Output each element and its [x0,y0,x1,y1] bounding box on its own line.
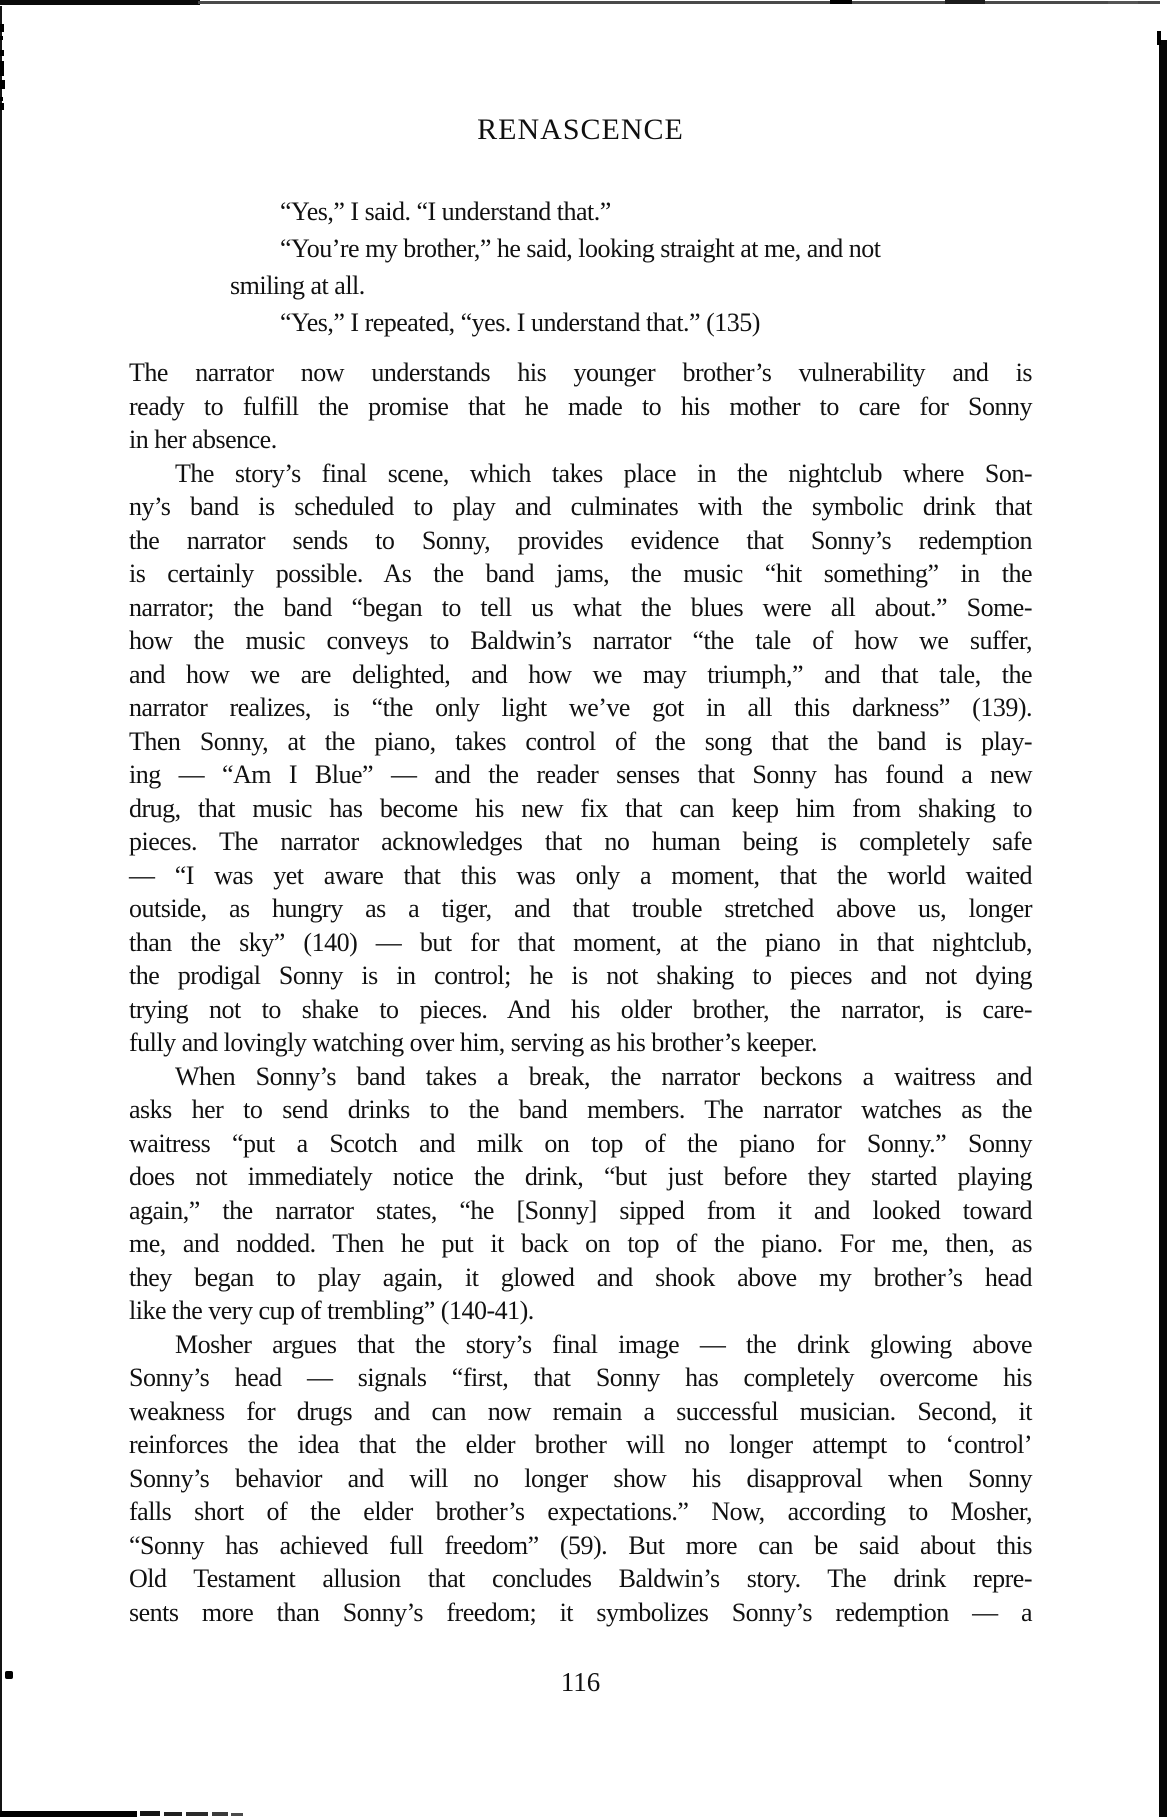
scan-left-tick [0,103,4,110]
page-title: RENASCENCE [477,113,684,146]
body-text-line: The narrator now understands his younger brother’s vulnerability and is [129,358,1032,387]
body-text-line: trying not to shake to pieces. And his older brother, the narrator, is care- [129,994,1032,1024]
scan-left-dot [5,1671,13,1679]
quote-line: “Yes,” I repeated, “yes. I understand that.” (135) [280,308,760,337]
quote-line: “Yes,” I said. “I understand that.” [280,197,611,226]
scan-edge-bottom-bar [0,1811,137,1817]
body-text-line: falls short of the elder brother’s expectations.” Now, according to Mosher, [129,1497,1032,1526]
scan-left-tick [0,61,4,76]
scan-left-tick [0,50,4,56]
scan-edge-right-tick [1157,31,1161,45]
body-text-line: Old Testament allusion that concludes Baldwin’s story. The drink repre- [129,1564,1032,1593]
text-column [129,0,1032,1817]
scan-left-tick [0,24,4,32]
body-text-line: ny’s band is scheduled to play and culminates with the symbolic drink that [129,492,1032,521]
body-text-line: outside, as hungry as a tiger, and that trouble stretched above us, longer [129,894,1032,923]
body-text-line: asks her to send drinks to the band members. The narrator watches as the [129,1095,1032,1124]
body-text-line: weakness for drugs and can now remain a successful musician. Second, it [129,1396,1032,1426]
scan-edge-left-line [0,6,2,1812]
body-text-line: the narrator sends to Sonny, provides evidence that Sonny’s redemption [129,525,1032,555]
body-paragraphs [129,356,1032,1629]
body-text-line: waitress “put a Scotch and milk on top of the piano for Sonny.” Sonny [129,1128,1032,1158]
scan-edge-top-seg3 [1108,1,1138,4]
body-text-line: pieces. The narrator acknowledges that no human being is completely safe [129,827,1032,856]
body-text-line: ing — “Am I Blue” — and the reader senses that Sonny has found a new [129,760,1032,789]
body-text-line: me, and nodded. Then he put it back on top of the piano. For me, then, as [129,1229,1032,1258]
body-text-line: ready to fulfill the promise that he made to his mother to care for Sonny [129,391,1032,421]
body-text-line: they began to play again, it glowed and shook above my brother’s head [129,1262,1032,1292]
body-text-line: again,” the narrator states, “he [Sonny] sipped from it and looked toward [129,1195,1032,1225]
body-text-line: “Sonny has achieved full freedom” (59). But more can be said about this [129,1530,1032,1560]
body-text-line: in her absence. [129,425,277,454]
body-text-line: does not immediately notice the drink, “but just before they started playing [129,1162,1032,1191]
body-text-line: — “I was yet aware that this was only a moment, that the world waited [129,860,1032,890]
body-text-line: how the music conveys to Baldwin’s narrator “the tale of how we suffer, [129,626,1032,655]
body-text-line: fully and lovingly watching over him, serving as his brother’s keeper. [129,1028,818,1057]
body-text-line: than the sky” (140) — but for that moment, at the piano in that nightclub, [129,927,1032,957]
body-text-line: sents more than Sonny’s freedom; it symbolizes Sonny’s redemption — a [129,1597,1032,1627]
body-text-line: like the very cup of trembling” (140-41). [129,1296,534,1325]
scan-edge-right-bar [1159,40,1167,1817]
body-text-line: narrator realizes, is “the only light we’ve got in all this darkness” (139). [129,693,1032,722]
body-text-line: reinforces the idea that the elder brother will no longer attempt to ‘control’ [129,1430,1032,1459]
scan-left-tick [0,80,5,89]
body-text-line: Then Sonny, at the piano, takes control of the song that the band is play- [129,726,1032,756]
block-quote [230,193,1010,341]
body-text-line: When Sonny’s band takes a break, the narrator beckons a waitress and [175,1061,1032,1091]
body-text-line: the prodigal Sonny is in control; he is not shaking to pieces and not dying [129,961,1032,990]
body-text-line: Sonny’s head — signals “first, that Sonny has completely overcome his [129,1363,1032,1392]
scan-left-tick [0,97,3,101]
quote-line: “You’re my brother,” he said, looking straight at me, and not [280,234,881,263]
body-text-line: The story’s final scene, which takes place in the nightclub where Son- [175,458,1032,488]
body-text-line: is certainly possible. As the band jams, the music “hit something” in the [129,559,1032,588]
page-number: 116 [560,1667,601,1697]
quote-line: smiling at all. [230,271,365,300]
body-text-line: and how we are delighted, and how we may triumph,” and that tale, the [129,659,1032,689]
body-text-line: drug, that music has become his new fix that can keep him from shaking to [129,793,1032,823]
body-text-line: narrator; the band “began to tell us what the blues were all about.” Some- [129,592,1032,622]
body-text-line: Mosher argues that the story’s final image — the drink glowing above [175,1329,1032,1359]
scan-left-tick [0,36,3,40]
body-text-line: Sonny’s behavior and will no longer show his disapproval when Sonny [129,1463,1032,1493]
